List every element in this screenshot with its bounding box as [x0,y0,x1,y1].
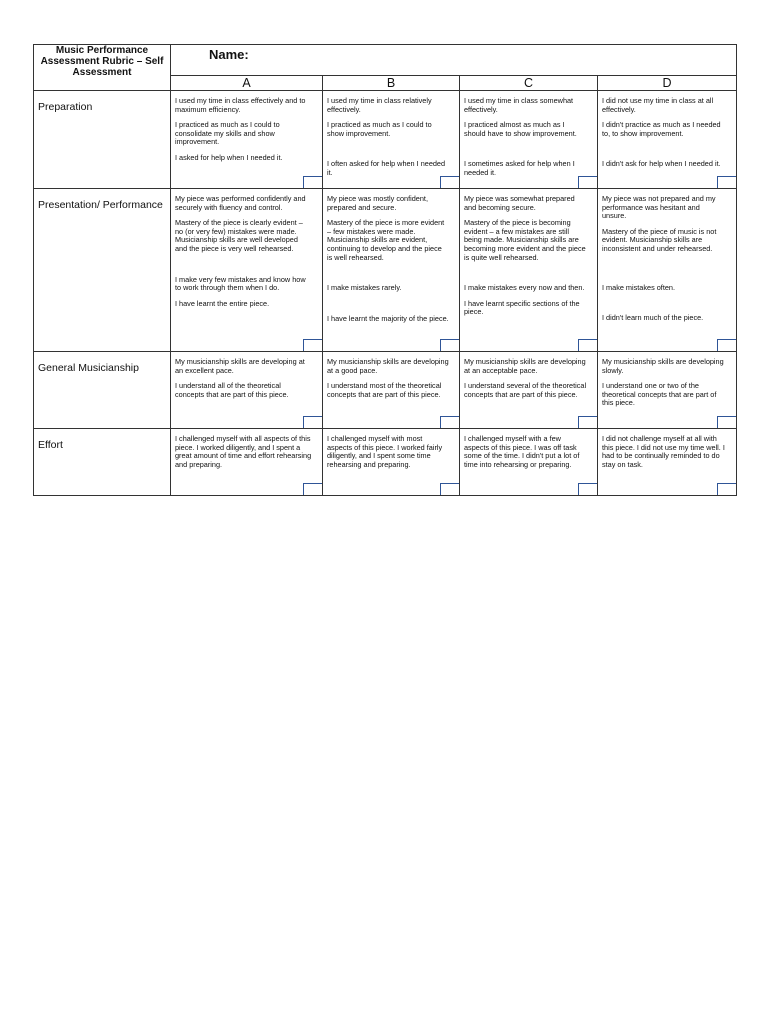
descriptor-text: I used my time in class effectively and to maximum efficiency. [175,96,306,114]
descriptor-text: I understand all of the theoretical concepts that are part of this piece. [175,381,289,399]
rubric-cell [171,429,323,496]
descriptor-text: My musicianship skills are developing slowly. [602,357,724,375]
descriptor-text: I did not challenge myself at all with this piece. I did not use my time well. I had to be continually reminded to do stay on task. [602,434,725,469]
column-header-b: B [323,76,460,91]
descriptor-text: I have learnt the majority of the piece. [327,313,449,323]
score-checkbox[interactable] [578,176,597,188]
score-checkbox[interactable] [303,483,322,495]
score-checkbox[interactable] [303,176,322,188]
rubric-cell [323,189,460,352]
descriptor-text: My piece was performed confidently and securely with fluency and control. [175,194,306,212]
descriptor-text: I make mistakes every now and then. [464,283,585,293]
score-checkbox[interactable] [578,339,597,351]
score-checkbox[interactable] [578,416,597,428]
descriptor-text: I sometimes asked for help when I needed it. [464,159,575,177]
descriptor-text: Mastery of the piece is clearly evident – no (or very few) mistakes were made. Musicianship skills are well developed and the piece is very well rehearsed. [175,218,303,253]
rubric-table [33,44,737,496]
rubric-cell [598,429,737,496]
criterion-label: General Musicianship [34,352,171,429]
rubric-row-musicianship [34,352,737,429]
descriptor-text: I practiced as much as I could to consolidate my skills and show improvement. [175,120,280,147]
descriptor-text: I practiced as much as I could to show improvement. [327,120,432,138]
descriptor-text: Mastery of the piece is more evident – few mistakes were made. Musicianship skills are evident, continuing to develop and the piece is well rehearsed. [327,218,445,262]
descriptor-text: My musicianship skills are developing at an acceptable pace. [464,357,586,375]
rubric-cell [460,429,598,496]
rubric-cell [171,352,323,429]
score-checkbox[interactable] [440,416,459,428]
descriptor-text: Mastery of the piece of music is not evident. Musicianship skills are inconsistent and under rehearsed. [602,226,717,253]
descriptor-text: I often asked for help when I needed it. [327,159,446,177]
descriptor-text: I understand most of the theoretical concepts that are part of this piece. [327,381,442,399]
rubric-cell [598,91,737,189]
descriptor-text: My piece was not prepared and my performance was hesitant and unsure. [602,194,716,221]
score-checkbox[interactable] [303,339,322,351]
score-checkbox[interactable] [717,483,736,495]
rubric-row-presentation [34,189,737,352]
column-header-a: A [171,76,323,91]
descriptor-text: I asked for help when I needed it. [175,152,283,162]
rubric-cell [323,429,460,496]
rubric-row-effort [34,429,737,496]
descriptor-text: I used my time in class somewhat effectively. [464,96,574,114]
descriptor-text: Mastery of the piece is becoming evident – a few mistakes are still being made. Musicianship skills are becoming more evident and the piece is quite well rehearsed. [464,218,586,262]
descriptor-text: I understand several of the theoretical concepts that are part of this piece. [464,381,587,399]
rubric-row-preparation [34,91,737,189]
rubric-cell [598,189,737,352]
rubric-cell [460,91,598,189]
descriptor-text: I make mistakes often. [602,282,675,292]
score-checkbox[interactable] [440,483,459,495]
descriptor-text: My piece was mostly confident, prepared and secure. [327,194,428,212]
descriptor-text: I challenged myself with a few aspects of this piece. I was off task some of the time. I didn't put a lot of time into rehearsing or preparing. [464,434,580,469]
score-checkbox[interactable] [303,416,322,428]
descriptor-text: I practiced almost as much as I should have to show improvement. [464,120,577,138]
rubric-cell [323,91,460,189]
rubric-cell [460,189,598,352]
descriptor-text: I challenged myself with all aspects of this piece. I worked diligently, and I spent a great amount of time and effort rehearsing and preparing. [175,434,312,469]
rubric-cell [171,189,323,352]
criterion-label: Effort [34,429,171,496]
column-header-d: D [598,76,737,91]
rubric-title: Music Performance Assessment Rubric – Self Assessment [34,45,171,91]
descriptor-text: I didn't learn much of the piece. [602,313,704,323]
descriptor-text: My piece was somewhat prepared and becoming secure. [464,194,575,212]
descriptor-text: I didn't ask for help when I needed it. [602,159,721,169]
rubric-cell [598,352,737,429]
criterion-label: Presentation/ Performance [34,189,171,352]
descriptor-text: I make very few mistakes and know how to work through them when I do. [175,274,306,293]
descriptor-text: I challenged myself with most aspects of this piece. I worked fairly diligently, and I spent some time rehearsing and preparing. [327,434,443,469]
score-checkbox[interactable] [440,176,459,188]
score-checkbox[interactable] [717,339,736,351]
rubric-cell [171,91,323,189]
rubric-cell [323,352,460,429]
descriptor-text: I used my time in class relatively effectively. [327,96,432,114]
descriptor-text: I have learnt specific sections of the piece. [464,298,580,317]
criterion-label: Preparation [34,91,171,189]
descriptor-text: My musicianship skills are developing at a good pace. [327,357,449,375]
rubric-cell [460,352,598,429]
descriptor-text: I understand one or two of the theoretical concepts that are part of this piece. [602,381,717,408]
column-header-c: C [460,76,598,91]
name-field[interactable]: Name: [171,45,737,76]
descriptor-text: I didn't practice as much as I needed to, to show improvement. [602,120,721,138]
descriptor-text: I have learnt the entire piece. [175,298,270,308]
score-checkbox[interactable] [440,339,459,351]
descriptor-text: I did not use my time in class at all effectively. [602,96,714,114]
score-checkbox[interactable] [717,176,736,188]
descriptor-text: I make mistakes rarely. [327,283,402,293]
score-checkbox[interactable] [578,483,597,495]
descriptor-text: My musicianship skills are developing at an excellent pace. [175,357,305,375]
score-checkbox[interactable] [717,416,736,428]
